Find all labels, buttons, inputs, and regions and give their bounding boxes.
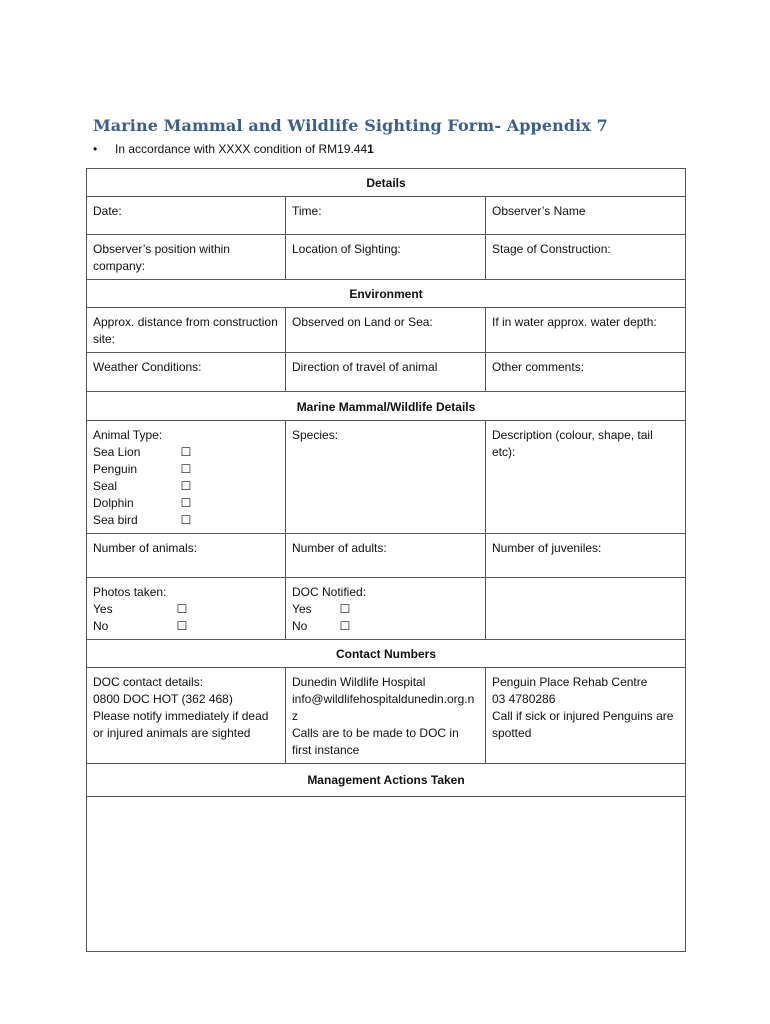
description-field[interactable]: Description (colour, shape, tail etc):	[486, 421, 686, 534]
photos-taken-label: Photos taken:	[93, 585, 167, 599]
penguin-place-note: Call if sick or injured Penguins are spotted	[492, 709, 674, 740]
observer-position-field[interactable]: Observer’s position within company:	[87, 235, 286, 280]
doc-contact-title: DOC contact details:	[93, 675, 204, 689]
penguin-place-phone: 03 4780286	[492, 692, 556, 706]
animal-type-label: Animal Type:	[93, 428, 163, 442]
checkbox-icon[interactable]: ☐	[176, 602, 188, 616]
section-header-management: Management Actions Taken	[87, 764, 686, 797]
date-field[interactable]: Date:	[87, 197, 286, 235]
animal-option-penguin[interactable]	[93, 461, 279, 478]
number-of-animals-field[interactable]: Number of animals:	[87, 534, 286, 578]
animal-option-dolphin[interactable]	[93, 495, 279, 512]
doc-notified-cell	[286, 578, 486, 640]
animal-option-seal[interactable]	[93, 478, 279, 495]
intro-bullet-line	[93, 142, 374, 156]
number-of-juveniles-field[interactable]: Number of juveniles:	[486, 534, 686, 578]
bullet-icon: •	[93, 142, 98, 156]
checkbox-icon[interactable]: ☐	[180, 462, 192, 476]
hospital-contact-cell	[286, 668, 486, 764]
checkbox-icon[interactable]: ☐	[176, 619, 188, 633]
checkbox-icon[interactable]: ☐	[339, 619, 351, 633]
doc-notified-label: DOC Notified:	[292, 585, 367, 599]
observer-name-field[interactable]: Observer’s Name	[486, 197, 686, 235]
doc-contact-note: Please notify immediately if dead or injured animals are sighted	[93, 709, 269, 740]
photos-yes-option[interactable]	[93, 601, 279, 618]
animal-option-sea-bird[interactable]	[93, 512, 279, 529]
number-of-adults-field[interactable]: Number of adults:	[286, 534, 486, 578]
hospital-email-link[interactable]: info@wildlifehospitaldunedin.org.nz	[292, 692, 475, 723]
location-field[interactable]: Location of Sighting:	[286, 235, 486, 280]
checkbox-icon[interactable]: ☐	[180, 513, 192, 527]
animal-label: Sea Lion	[93, 445, 141, 459]
intro-bold-suffix: 1	[367, 142, 374, 156]
construction-stage-field[interactable]: Stage of Construction:	[486, 235, 686, 280]
yes-label: Yes	[292, 602, 312, 616]
animal-label: Dolphin	[93, 496, 134, 510]
other-comments-field[interactable]: Other comments:	[486, 353, 686, 392]
animal-option-sea-lion[interactable]	[93, 444, 279, 461]
doc-no-option[interactable]	[292, 618, 479, 635]
animal-label: Penguin	[93, 462, 138, 476]
empty-cell	[486, 578, 686, 640]
form-title: Marine Mammal and Wildlife Sighting Form- Appendix 7	[93, 116, 608, 135]
checkbox-icon[interactable]: ☐	[180, 445, 192, 459]
no-label: No	[292, 619, 308, 633]
checkbox-icon[interactable]: ☐	[339, 602, 351, 616]
checkbox-icon[interactable]: ☐	[180, 496, 192, 510]
doc-contact-cell	[87, 668, 286, 764]
no-label: No	[93, 619, 109, 633]
doc-yes-option[interactable]	[292, 601, 479, 618]
checkbox-icon[interactable]: ☐	[180, 479, 192, 493]
yes-label: Yes	[93, 602, 113, 616]
animal-type-cell	[87, 421, 286, 534]
section-header-environment: Environment	[87, 280, 686, 308]
penguin-place-contact-cell	[486, 668, 686, 764]
section-header-contact-numbers: Contact Numbers	[87, 640, 686, 668]
intro-text: In accordance with XXXX condition of RM19.44	[115, 142, 368, 156]
hospital-name: Dunedin Wildlife Hospital	[292, 675, 426, 689]
animal-label: Seal	[93, 479, 118, 493]
photos-taken-cell	[87, 578, 286, 640]
time-field[interactable]: Time:	[286, 197, 486, 235]
direction-field[interactable]: Direction of travel of animal	[286, 353, 486, 392]
distance-field[interactable]: Approx. distance from construction site:	[87, 308, 286, 353]
species-field[interactable]: Species:	[286, 421, 486, 534]
doc-contact-phone: 0800 DOC HOT (362 468)	[93, 692, 233, 706]
sighting-form-table	[86, 168, 686, 952]
section-header-mammal-details: Marine Mammal/Wildlife Details	[87, 392, 686, 421]
photos-no-option[interactable]	[93, 618, 279, 635]
weather-field[interactable]: Weather Conditions:	[87, 353, 286, 392]
land-or-sea-field[interactable]: Observed on Land or Sea:	[286, 308, 486, 353]
section-header-details: Details	[87, 169, 686, 197]
penguin-place-name: Penguin Place Rehab Centre	[492, 675, 648, 689]
hospital-note: Calls are to be made to DOC in first instance	[292, 726, 459, 757]
water-depth-field[interactable]: If in water approx. water depth:	[486, 308, 686, 353]
management-actions-area[interactable]	[87, 797, 686, 952]
animal-label: Sea bird	[93, 513, 138, 527]
